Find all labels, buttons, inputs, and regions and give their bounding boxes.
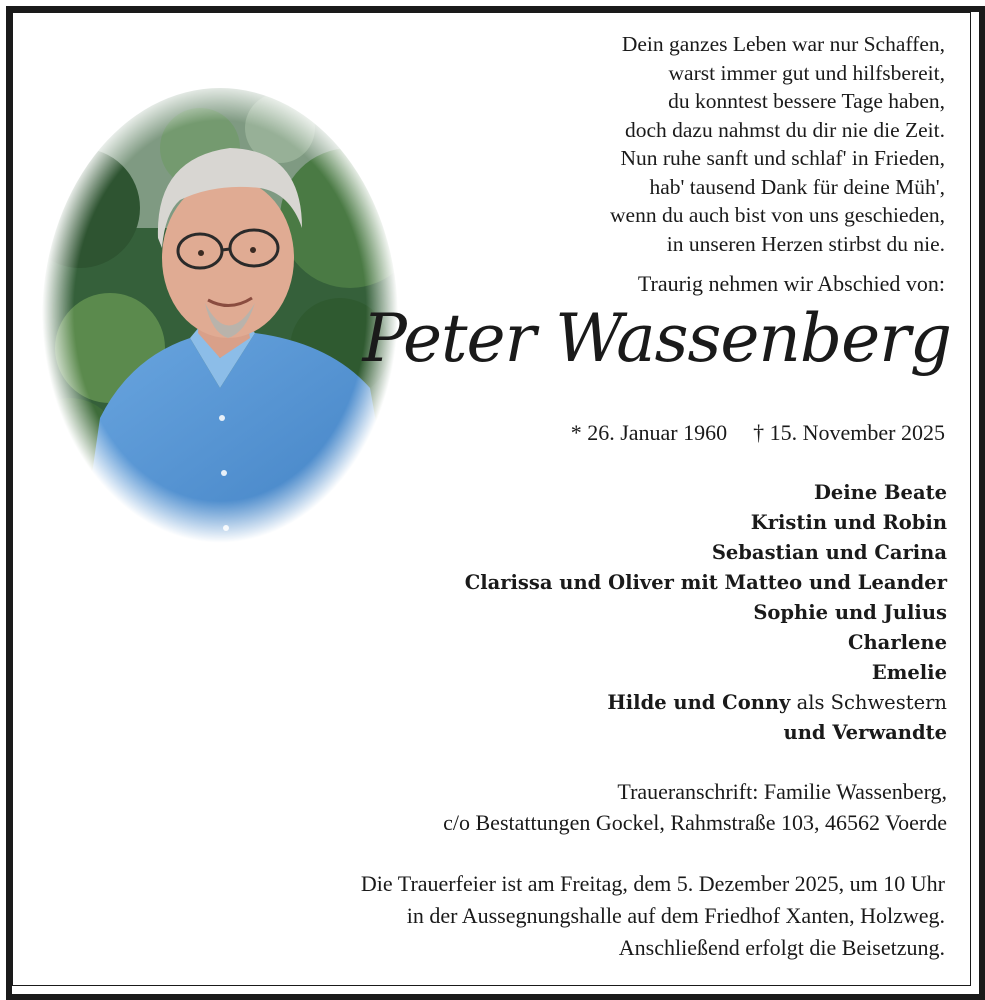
mourners-list [465, 478, 947, 748]
address-line: Traueranschrift: Familie Wassenberg, [617, 779, 947, 804]
poem-line: wenn du auch bist von uns geschieden, [610, 203, 945, 227]
death-date: † 15. November 2025 [753, 420, 945, 445]
poem [610, 30, 945, 258]
siblings-relation: als Schwestern [790, 691, 947, 714]
mourning-address [443, 776, 947, 838]
mourner-line: Deine Beate [813, 481, 947, 504]
mourner-line: Emelie [871, 661, 947, 684]
service-line: in der Aussegnungshalle auf dem Friedhof Xanten, Holzweg. [406, 903, 945, 928]
birth-date: * 26. Januar 1960 [570, 420, 728, 445]
poem-line: Nun ruhe sanft und schlaf' in Frieden, [620, 146, 945, 170]
deceased-name: Peter Wassenberg [362, 300, 951, 377]
address-line: c/o Bestattungen Gockel, Rahmstraße 103, 46562 Voerde [443, 810, 947, 835]
service-line: Anschließend erfolgt die Beisetzung. [618, 935, 945, 960]
mourner-line: Sebastian und Carina [711, 541, 947, 564]
service-line: Die Trauerfeier ist am Freitag, dem 5. Dezember 2025, um 10 Uhr [360, 871, 945, 896]
poem-line: Dein ganzes Leben war nur Schaffen, [621, 32, 945, 56]
poem-line: du konntest bessere Tage haben, [668, 89, 945, 113]
mourner-line: Sophie und Julius [753, 601, 947, 624]
funeral-service-info [361, 868, 945, 964]
relatives-line: und Verwandte [783, 721, 947, 744]
life-dates [571, 420, 945, 446]
poem-line: doch dazu nahmst du dir nie die Zeit. [624, 117, 945, 142]
mourner-line: Clarissa und Oliver mit Matteo und Leander [464, 571, 947, 594]
portrait-photo [40, 88, 400, 558]
siblings-names: Hilde und Conny [607, 691, 791, 714]
mourner-line: Kristin und Robin [750, 511, 947, 534]
poem-line: warst immer gut und hilfsbereit, [668, 60, 945, 85]
mourner-line: Charlene [847, 631, 947, 654]
poem-line: hab' tausend Dank für deine Müh', [649, 174, 945, 199]
poem-line: in unseren Herzen stirbst du nie. [666, 231, 945, 256]
farewell-intro: Traurig nehmen wir Abschied von: [637, 271, 945, 296]
siblings-line [465, 688, 947, 718]
